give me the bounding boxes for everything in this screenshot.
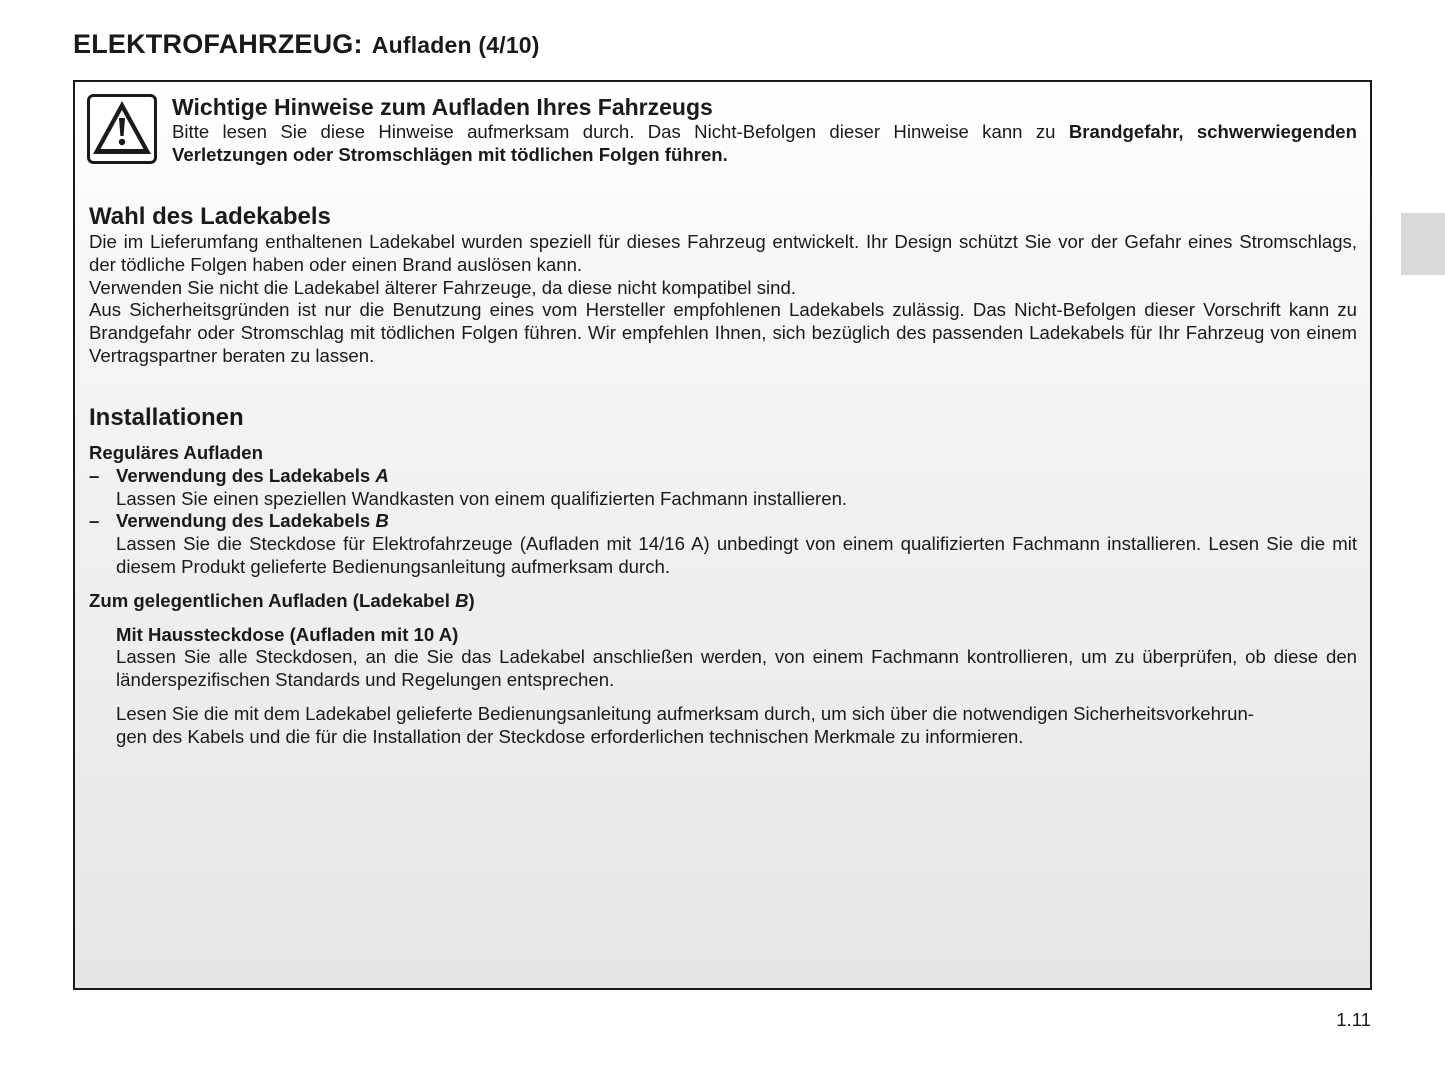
list-item-cable: B: [375, 510, 389, 532]
content-box: [73, 80, 1372, 990]
cable-paragraph-3: Aus Sicherheitsgründen ist nur die Benutzung eines vom Hersteller empfohlenen Ladekabels zulässig. Das Nicht-Befolgen dieser Vorschrift kann zu Brandgefahr oder Stromschlag mit tödlichen Folgen führen. Wir empfehlen Ihnen, sich bezüglich des passenden Ladekabels für Ihr Fahrzeug von einem Vertragspartner beraten zu lassen.: [89, 299, 1357, 366]
occasional-title-cable: B: [455, 589, 469, 611]
warning-title: Wichtige Hinweise zum Aufladen Ihres Fahrzeugs: [172, 94, 713, 120]
install-section: [89, 404, 1357, 749]
regular-charging-title: Reguläres Aufladen: [89, 442, 263, 463]
manual-note-line-1: Lesen Sie die mit dem Ladekabel gelieferte Bedienungsanleitung aufmerksam durch, um sich über die notwendigen Sicherheitsvorkehrun-: [116, 702, 1254, 724]
list-item: [89, 510, 1357, 578]
list-item: [89, 465, 1357, 511]
list-item-text: Lassen Sie einen speziellen Wandkasten von einem qualifizierten Fachmann installieren.: [116, 487, 848, 509]
cable-section: [89, 203, 1357, 368]
cable-section-heading: Wahl des Ladekabels: [89, 203, 331, 230]
page-number: 1.11: [1336, 1009, 1371, 1030]
warning-text-bold: Brandgefahr, schwerwiegenden Verletzungen oder Stromschlägen mit tödlichen Folgen führen.: [172, 121, 1357, 165]
manual-note-line-2: gen des Kabels und die für die Installation der Steckdose erforderlichen technischen Merkmale zu informieren.: [116, 725, 1024, 747]
list-item-cable: A: [375, 464, 389, 486]
warning-triangle-icon: [87, 94, 157, 164]
manual-note: [89, 703, 1357, 749]
occasional-title-suffix: ): [468, 589, 475, 611]
household-socket-title: Mit Haussteckdose (Aufladen mit 10 A): [116, 623, 459, 645]
occasional-title-prefix: Zum gelegentlichen Aufladen (Ladekabel: [89, 589, 456, 611]
list-item-label: Verwendung des Ladekabels: [116, 464, 376, 486]
chapter-tab: [1401, 213, 1445, 275]
list-item-title: [116, 510, 1357, 533]
warning-text: [172, 121, 1357, 167]
household-socket-block: [89, 624, 1357, 692]
page-title-sub: Aufladen (4/10): [371, 32, 540, 58]
warning-text-normal: Bitte lesen Sie diese Hinweise aufmerksam durch. Das Nicht-Befolgen dieser Hinweise kann zu: [172, 121, 1069, 142]
list-dash: –: [89, 510, 100, 532]
install-section-heading: Installationen: [89, 404, 244, 431]
cable-paragraph-2: Verwenden Sie nicht die Ladekabel älterer Fahrzeuge, da diese nicht kompatibel sind.: [89, 276, 797, 298]
occasional-charging-title: [89, 590, 1357, 613]
page-title: [73, 24, 540, 61]
cable-paragraph-1: Die im Lieferumfang enthaltenen Ladekabel wurden speziell für dieses Fahrzeug entwickelt. Ihr Design schützt Sie vor der Gefahr eines Stromschlags, der tödliche Folgen haben oder einen Brand auslösen kann.: [89, 231, 1357, 275]
page-title-main: ELEKTROFAHRZEUG:: [73, 29, 363, 59]
list-dash: –: [89, 464, 100, 486]
list-item-title: [116, 465, 1357, 488]
warning-block: [172, 94, 1357, 167]
list-item-label: Verwendung des Ladekabels: [116, 510, 376, 532]
list-item-text: Lassen Sie die Steckdose für Elektrofahrzeuge (Aufladen mit 14/16 A) unbedingt von einem qualifizierten Fachmann installieren. Lesen Sie die mit diesem Produkt gelieferte Bedienungsanleitung aufmerksam durch.: [116, 533, 1357, 577]
household-socket-text: Lassen Sie alle Steckdosen, an die Sie das Ladekabel anschließen werden, von einem Fachmann kontrollieren, um zu überprüfen, ob diese den länderspezifischen Standards und Regelungen entsprechen.: [116, 646, 1357, 691]
